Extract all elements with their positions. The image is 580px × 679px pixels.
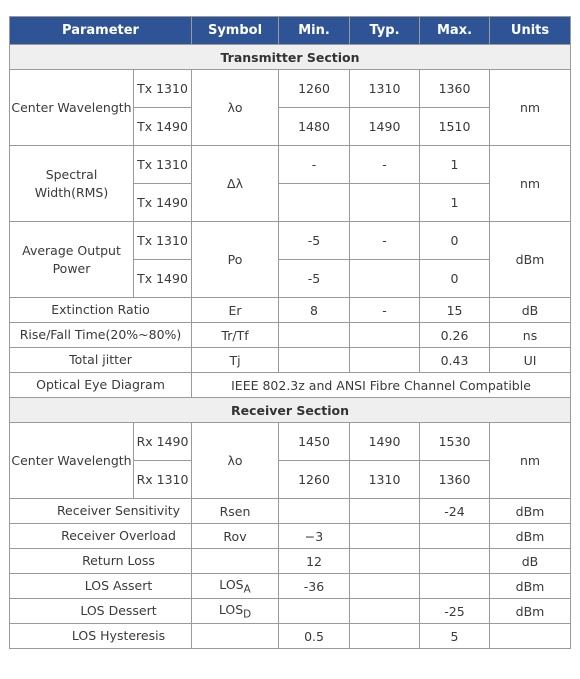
typ-cell: 1490 xyxy=(350,423,420,461)
typ-cell: - xyxy=(350,298,420,323)
header-typ: Typ. xyxy=(350,17,420,45)
param-name: Receiver Overload xyxy=(10,524,192,549)
typ-cell: - xyxy=(350,146,420,184)
condition-cell: Tx 1490 xyxy=(134,184,192,222)
typ-cell: 1490 xyxy=(350,108,420,146)
min-cell: -36 xyxy=(279,574,350,599)
typ-cell xyxy=(350,184,420,222)
max-cell xyxy=(420,524,490,549)
condition-cell: Rx 1490 xyxy=(134,423,192,461)
symbol-cell xyxy=(192,574,279,599)
condition-cell: Tx 1490 xyxy=(134,260,192,298)
max-cell: 0.43 xyxy=(420,348,490,373)
table-row xyxy=(10,423,571,461)
unit-cell: nm xyxy=(490,146,571,222)
transmitter-section-title: Transmitter Section xyxy=(10,45,571,70)
header-parameter: Parameter xyxy=(10,17,192,45)
min-cell: 1450 xyxy=(279,423,350,461)
unit-cell xyxy=(490,624,571,649)
eye-diagram-value: IEEE 802.3z and ANSI Fibre Channel Compatible xyxy=(192,373,571,398)
header-min: Min. xyxy=(279,17,350,45)
typ-cell xyxy=(350,624,420,649)
param-name: LOS Assert xyxy=(10,574,192,599)
max-cell xyxy=(420,574,490,599)
symbol-cell xyxy=(192,524,279,549)
condition-cell: Tx 1310 xyxy=(134,70,192,108)
header-max: Max. xyxy=(420,17,490,45)
unit-cell: dB xyxy=(490,549,571,574)
symbol-cell: Tr/Tf xyxy=(192,323,279,348)
symbol-text: Rov xyxy=(223,528,247,544)
typ-cell: 1310 xyxy=(350,70,420,108)
typ-cell xyxy=(350,574,420,599)
param-name: Return Loss xyxy=(10,549,192,574)
max-cell: 1 xyxy=(420,146,490,184)
max-cell: -25 xyxy=(420,599,490,624)
max-cell: 0 xyxy=(420,260,490,298)
min-cell: - xyxy=(279,146,350,184)
condition-cell: Tx 1310 xyxy=(134,222,192,260)
unit-cell: dBm xyxy=(490,599,571,624)
max-cell: 1360 xyxy=(420,70,490,108)
param-name: LOS Hysteresis xyxy=(10,624,192,649)
symbol-text: Rsen xyxy=(219,503,251,519)
min-cell: -5 xyxy=(279,260,350,298)
min-cell: 12 xyxy=(279,549,350,574)
condition-cell: Tx 1310 xyxy=(134,146,192,184)
min-cell: 1480 xyxy=(279,108,350,146)
min-cell xyxy=(279,599,350,624)
typ-cell xyxy=(350,524,420,549)
unit-cell: dBm xyxy=(490,524,571,549)
condition-cell: Tx 1490 xyxy=(134,108,192,146)
max-cell: 0 xyxy=(420,222,490,260)
header-units: Units xyxy=(490,17,571,45)
typ-cell: 1310 xyxy=(350,461,420,499)
table-row xyxy=(10,524,571,549)
symbol-subscript: D xyxy=(243,608,252,621)
table-row xyxy=(10,298,571,323)
min-cell xyxy=(279,323,350,348)
param-name: Spectral Width(RMS) xyxy=(10,146,134,222)
typ-cell xyxy=(350,260,420,298)
section-row xyxy=(10,398,571,423)
param-name: Average Output Power xyxy=(10,222,134,298)
unit-cell: dBm xyxy=(490,499,571,524)
unit-cell: dB xyxy=(490,298,571,323)
unit-cell: ns xyxy=(490,323,571,348)
unit-cell: nm xyxy=(490,70,571,146)
receiver-section-title: Receiver Section xyxy=(10,398,571,423)
param-name: Total jitter xyxy=(10,348,192,373)
table-row xyxy=(10,323,571,348)
symbol-text: LOS xyxy=(218,601,244,617)
max-cell: 1 xyxy=(420,184,490,222)
min-cell: -5 xyxy=(279,222,350,260)
max-cell: 1530 xyxy=(420,423,490,461)
typ-cell: - xyxy=(350,222,420,260)
section-row xyxy=(10,45,571,70)
symbol-subscript: A xyxy=(243,583,251,596)
max-cell: 15 xyxy=(420,298,490,323)
param-name: Optical Eye Diagram xyxy=(10,373,192,398)
symbol-cell: λo xyxy=(192,70,279,146)
min-cell: 8 xyxy=(279,298,350,323)
min-cell: 1260 xyxy=(279,70,350,108)
table-row xyxy=(10,373,571,398)
symbol-cell: Δλ xyxy=(192,146,279,222)
typ-cell xyxy=(350,549,420,574)
condition-cell: Rx 1310 xyxy=(134,461,192,499)
symbol-cell xyxy=(192,499,279,524)
param-name: LOS Dessert xyxy=(10,599,192,624)
symbol-cell xyxy=(192,624,279,649)
min-cell: 0.5 xyxy=(279,624,350,649)
symbol-cell: Er xyxy=(192,298,279,323)
typ-cell xyxy=(350,599,420,624)
symbol-cell xyxy=(192,599,279,624)
unit-cell: dBm xyxy=(490,574,571,599)
table-row xyxy=(10,599,571,624)
table-row xyxy=(10,574,571,599)
param-name: Rise/Fall Time(20%~80%) xyxy=(10,323,192,348)
table-row xyxy=(10,146,571,184)
symbol-cell: Tj xyxy=(192,348,279,373)
symbol-text: LOS xyxy=(219,576,244,592)
max-cell: -24 xyxy=(420,499,490,524)
param-name: Center Wavelength xyxy=(10,423,134,499)
table-row xyxy=(10,499,571,524)
min-cell: 1260 xyxy=(279,461,350,499)
table-row xyxy=(10,549,571,574)
unit-cell: dBm xyxy=(490,222,571,298)
unit-cell: UI xyxy=(490,348,571,373)
unit-cell: nm xyxy=(490,423,571,499)
symbol-cell: Po xyxy=(192,222,279,298)
min-cell xyxy=(279,184,350,222)
typ-cell xyxy=(350,499,420,524)
table-row xyxy=(10,70,571,108)
typ-cell xyxy=(350,348,420,373)
param-name: Extinction Ratio xyxy=(10,298,192,323)
param-name: Receiver Sensitivity xyxy=(10,499,192,524)
max-cell: 1510 xyxy=(420,108,490,146)
min-cell: −3 xyxy=(279,524,350,549)
table-row xyxy=(10,624,571,649)
spec-table xyxy=(9,16,571,649)
symbol-cell: λo xyxy=(192,423,279,499)
header-symbol: Symbol xyxy=(192,17,279,45)
max-cell xyxy=(420,549,490,574)
min-cell xyxy=(279,499,350,524)
max-cell: 0.26 xyxy=(420,323,490,348)
table-row xyxy=(10,222,571,260)
header-row xyxy=(10,17,571,45)
param-name: Center Wavelength xyxy=(10,70,134,146)
table-row xyxy=(10,348,571,373)
typ-cell xyxy=(350,323,420,348)
symbol-cell xyxy=(192,549,279,574)
max-cell: 5 xyxy=(420,624,490,649)
max-cell: 1360 xyxy=(420,461,490,499)
min-cell xyxy=(279,348,350,373)
